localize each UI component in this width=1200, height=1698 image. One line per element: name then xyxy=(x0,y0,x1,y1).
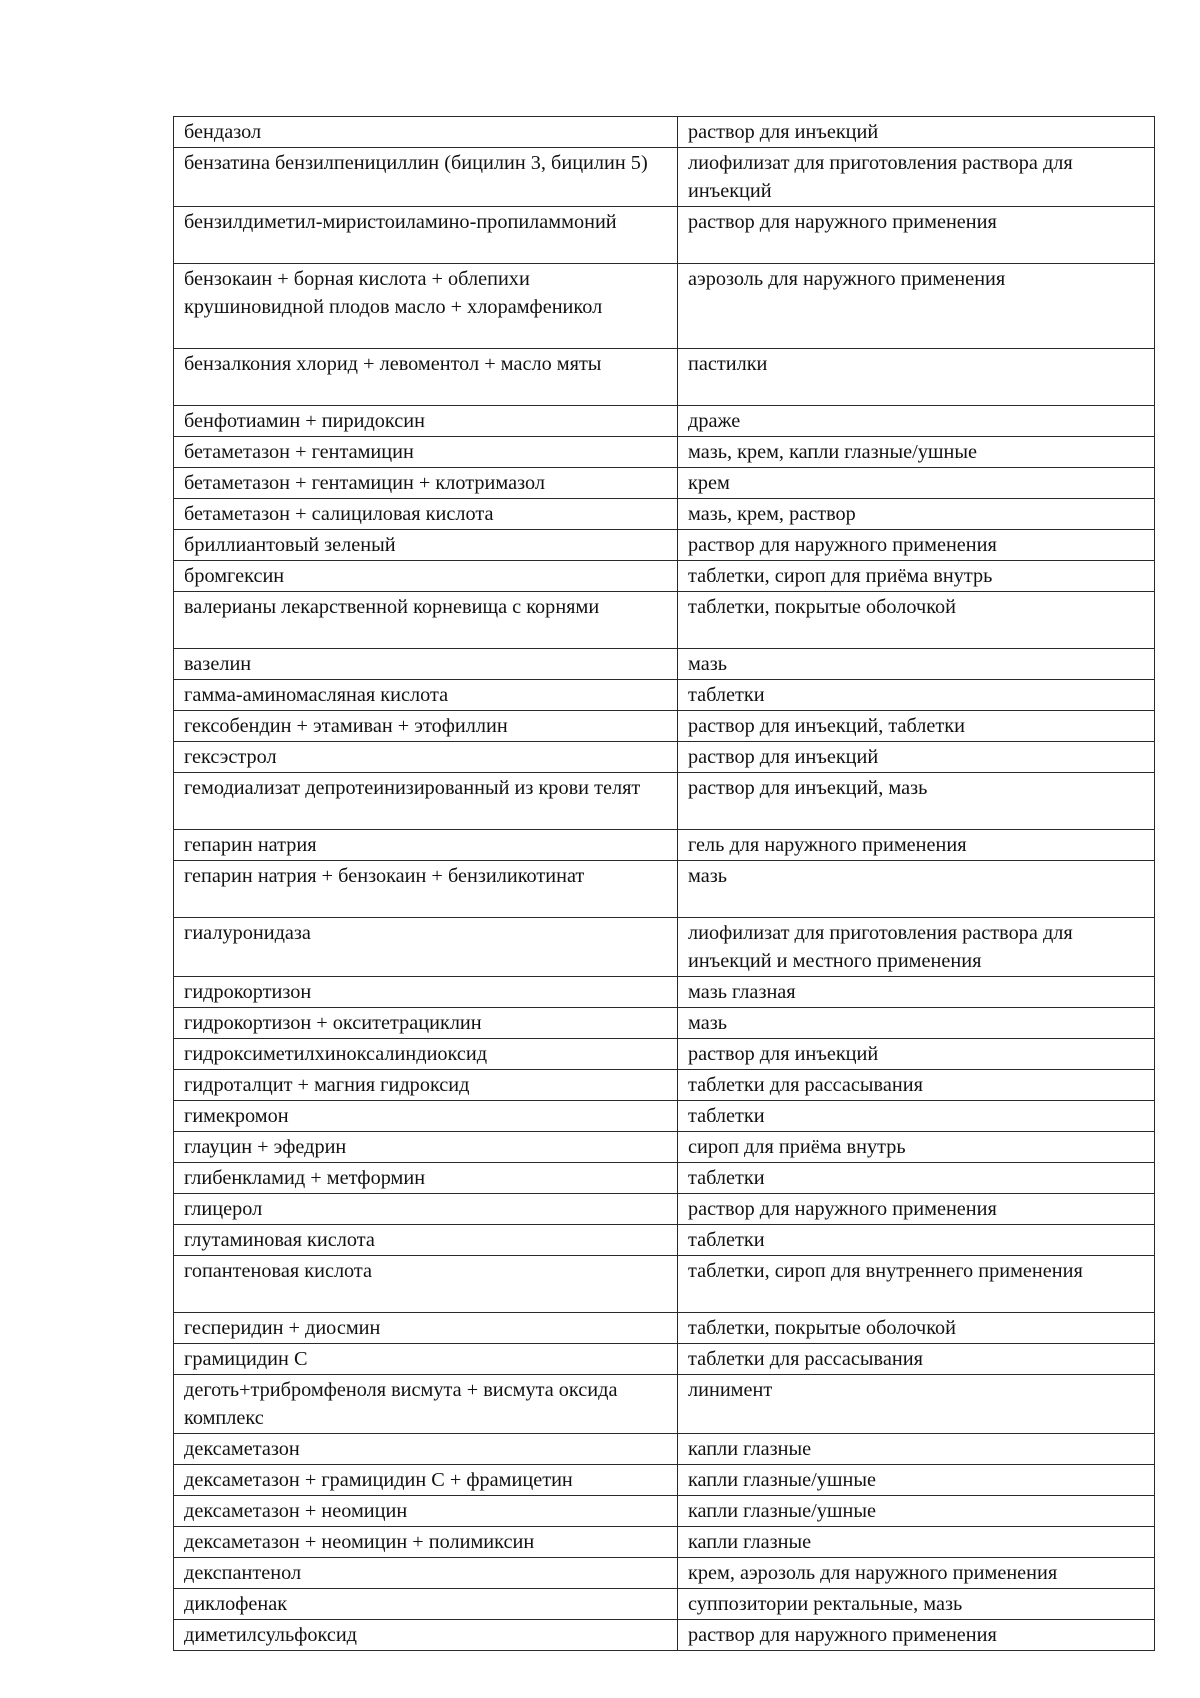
dosage-form-cell: мазь xyxy=(678,1008,1155,1039)
table-row xyxy=(174,1527,1155,1558)
table-row xyxy=(174,680,1155,711)
dosage-form-cell: таблетки, сироп для приёма внутрь xyxy=(678,561,1155,592)
drug-name-cell: диклофенак xyxy=(174,1589,678,1620)
table-row xyxy=(174,711,1155,742)
dosage-form-cell: раствор для инъекций xyxy=(678,1039,1155,1070)
drug-name-cell: гексобендин + этамиван + этофиллин xyxy=(174,711,678,742)
table-row xyxy=(174,1589,1155,1620)
dosage-form-cell: раствор для наружного применения xyxy=(678,1620,1155,1651)
dosage-form-cell: раствор для наружного применения xyxy=(678,530,1155,561)
drug-table-body xyxy=(174,117,1155,1651)
table-row xyxy=(174,742,1155,773)
dosage-form-cell: капли глазные xyxy=(678,1434,1155,1465)
dosage-form-cell: мазь xyxy=(678,649,1155,680)
dosage-form-cell: пастилки xyxy=(678,349,1155,406)
drug-table xyxy=(173,116,1155,1651)
dosage-form-cell: раствор для инъекций, мазь xyxy=(678,773,1155,830)
dosage-form-cell: раствор для инъекций xyxy=(678,742,1155,773)
dosage-form-cell: крем xyxy=(678,468,1155,499)
dosage-form-cell: аэрозоль для наружного применения xyxy=(678,264,1155,349)
drug-name-cell: гидрокортизон xyxy=(174,977,678,1008)
drug-name-cell: гидрокортизон + окситетрациклин xyxy=(174,1008,678,1039)
dosage-form-cell: драже xyxy=(678,406,1155,437)
dosage-form-cell: таблетки для рассасывания xyxy=(678,1344,1155,1375)
table-row xyxy=(174,1344,1155,1375)
table-row xyxy=(174,1132,1155,1163)
table-row xyxy=(174,148,1155,207)
dosage-form-cell: гель для наружного применения xyxy=(678,830,1155,861)
drug-name-cell: бетаметазон + гентамицин xyxy=(174,437,678,468)
table-row xyxy=(174,1008,1155,1039)
table-row xyxy=(174,1434,1155,1465)
table-row xyxy=(174,1225,1155,1256)
table-row xyxy=(174,1313,1155,1344)
dosage-form-cell: таблетки для рассасывания xyxy=(678,1070,1155,1101)
table-row xyxy=(174,499,1155,530)
table-row xyxy=(174,1496,1155,1527)
table-row xyxy=(174,349,1155,406)
table-row xyxy=(174,530,1155,561)
drug-name-cell: гексэстрол xyxy=(174,742,678,773)
dosage-form-cell: таблетки xyxy=(678,1225,1155,1256)
table-row xyxy=(174,437,1155,468)
drug-name-cell: гопантеновая кислота xyxy=(174,1256,678,1313)
dosage-form-cell: капли глазные/ушные xyxy=(678,1496,1155,1527)
dosage-form-cell: мазь, крем, раствор xyxy=(678,499,1155,530)
drug-name-cell: дексаметазон + грамицидин С + фрамицетин xyxy=(174,1465,678,1496)
dosage-form-cell: суппозитории ректальные, мазь xyxy=(678,1589,1155,1620)
dosage-form-cell: таблетки, сироп для внутреннего применения xyxy=(678,1256,1155,1313)
dosage-form-cell: лиофилизат для приготовления раствора для инъекций xyxy=(678,148,1155,207)
table-row xyxy=(174,207,1155,264)
table-row xyxy=(174,1256,1155,1313)
dosage-form-cell: таблетки, покрытые оболочкой xyxy=(678,592,1155,649)
dosage-form-cell: таблетки xyxy=(678,680,1155,711)
drug-name-cell: гесперидин + диосмин xyxy=(174,1313,678,1344)
table-row xyxy=(174,830,1155,861)
drug-name-cell: бензокаин + борная кислота + облепихи крушиновидной плодов масло + хлорамфеникол xyxy=(174,264,678,349)
drug-name-cell: глауцин + эфедрин xyxy=(174,1132,678,1163)
dosage-form-cell: раствор для инъекций xyxy=(678,117,1155,148)
drug-name-cell: бриллиантовый зеленый xyxy=(174,530,678,561)
table-row xyxy=(174,1039,1155,1070)
table-row xyxy=(174,1101,1155,1132)
dosage-form-cell: линимент xyxy=(678,1375,1155,1434)
table-row xyxy=(174,561,1155,592)
table-row xyxy=(174,773,1155,830)
dosage-form-cell: таблетки, покрытые оболочкой xyxy=(678,1313,1155,1344)
table-row xyxy=(174,264,1155,349)
table-row xyxy=(174,977,1155,1008)
table-row xyxy=(174,1375,1155,1434)
drug-name-cell: вазелин xyxy=(174,649,678,680)
table-row xyxy=(174,861,1155,918)
table-row xyxy=(174,1558,1155,1589)
drug-name-cell: бендазол xyxy=(174,117,678,148)
drug-name-cell: гамма-аминомасляная кислота xyxy=(174,680,678,711)
drug-name-cell: глицерол xyxy=(174,1194,678,1225)
drug-name-cell: глибенкламид + метформин xyxy=(174,1163,678,1194)
drug-name-cell: декспантенол xyxy=(174,1558,678,1589)
dosage-form-cell: капли глазные xyxy=(678,1527,1155,1558)
dosage-form-cell: мазь, крем, капли глазные/ушные xyxy=(678,437,1155,468)
dosage-form-cell: раствор для инъекций, таблетки xyxy=(678,711,1155,742)
drug-name-cell: бромгексин xyxy=(174,561,678,592)
drug-name-cell: валерианы лекарственной корневища с корнями xyxy=(174,592,678,649)
table-row xyxy=(174,1465,1155,1496)
dosage-form-cell: раствор для наружного применения xyxy=(678,1194,1155,1225)
dosage-form-cell: мазь xyxy=(678,861,1155,918)
drug-name-cell: гидроксиметилхиноксалиндиоксид xyxy=(174,1039,678,1070)
dosage-form-cell: мазь глазная xyxy=(678,977,1155,1008)
table-row xyxy=(174,1070,1155,1101)
table-row xyxy=(174,1620,1155,1651)
table-row xyxy=(174,649,1155,680)
drug-name-cell: диметилсульфоксид xyxy=(174,1620,678,1651)
drug-name-cell: гемодиализат депротеинизированный из крови телят xyxy=(174,773,678,830)
drug-name-cell: дексаметазон xyxy=(174,1434,678,1465)
dosage-form-cell: раствор для наружного применения xyxy=(678,207,1155,264)
table-row xyxy=(174,468,1155,499)
drug-name-cell: дексаметазон + неомицин + полимиксин xyxy=(174,1527,678,1558)
drug-name-cell: грамицидин С xyxy=(174,1344,678,1375)
drug-name-cell: гепарин натрия xyxy=(174,830,678,861)
table-row xyxy=(174,592,1155,649)
table-row xyxy=(174,406,1155,437)
drug-name-cell: гиалуронидаза xyxy=(174,918,678,977)
dosage-form-cell: таблетки xyxy=(678,1101,1155,1132)
drug-name-cell: бензалкония хлорид + левоментол + масло мяты xyxy=(174,349,678,406)
table-row xyxy=(174,117,1155,148)
drug-name-cell: гидроталцит + магния гидроксид xyxy=(174,1070,678,1101)
drug-name-cell: бензилдиметил-миристоиламино-пропиламмоний xyxy=(174,207,678,264)
dosage-form-cell: лиофилизат для приготовления раствора для инъекций и местного применения xyxy=(678,918,1155,977)
dosage-form-cell: таблетки xyxy=(678,1163,1155,1194)
table-row xyxy=(174,1194,1155,1225)
drug-name-cell: бензатина бензилпенициллин (бицилин 3, бицилин 5) xyxy=(174,148,678,207)
dosage-form-cell: сироп для приёма внутрь xyxy=(678,1132,1155,1163)
dosage-form-cell: крем, аэрозоль для наружного применения xyxy=(678,1558,1155,1589)
drug-name-cell: гепарин натрия + бензокаин + бензиликотинат xyxy=(174,861,678,918)
drug-name-cell: гимекромон xyxy=(174,1101,678,1132)
drug-name-cell: бенфотиамин + пиридоксин xyxy=(174,406,678,437)
table-row xyxy=(174,918,1155,977)
drug-name-cell: дексаметазон + неомицин xyxy=(174,1496,678,1527)
dosage-form-cell: капли глазные/ушные xyxy=(678,1465,1155,1496)
drug-name-cell: бетаметазон + гентамицин + клотримазол xyxy=(174,468,678,499)
drug-name-cell: глутаминовая кислота xyxy=(174,1225,678,1256)
drug-name-cell: бетаметазон + салициловая кислота xyxy=(174,499,678,530)
table-row xyxy=(174,1163,1155,1194)
drug-name-cell: деготь+трибромфеноля висмута + висмута оксида комплекс xyxy=(174,1375,678,1434)
